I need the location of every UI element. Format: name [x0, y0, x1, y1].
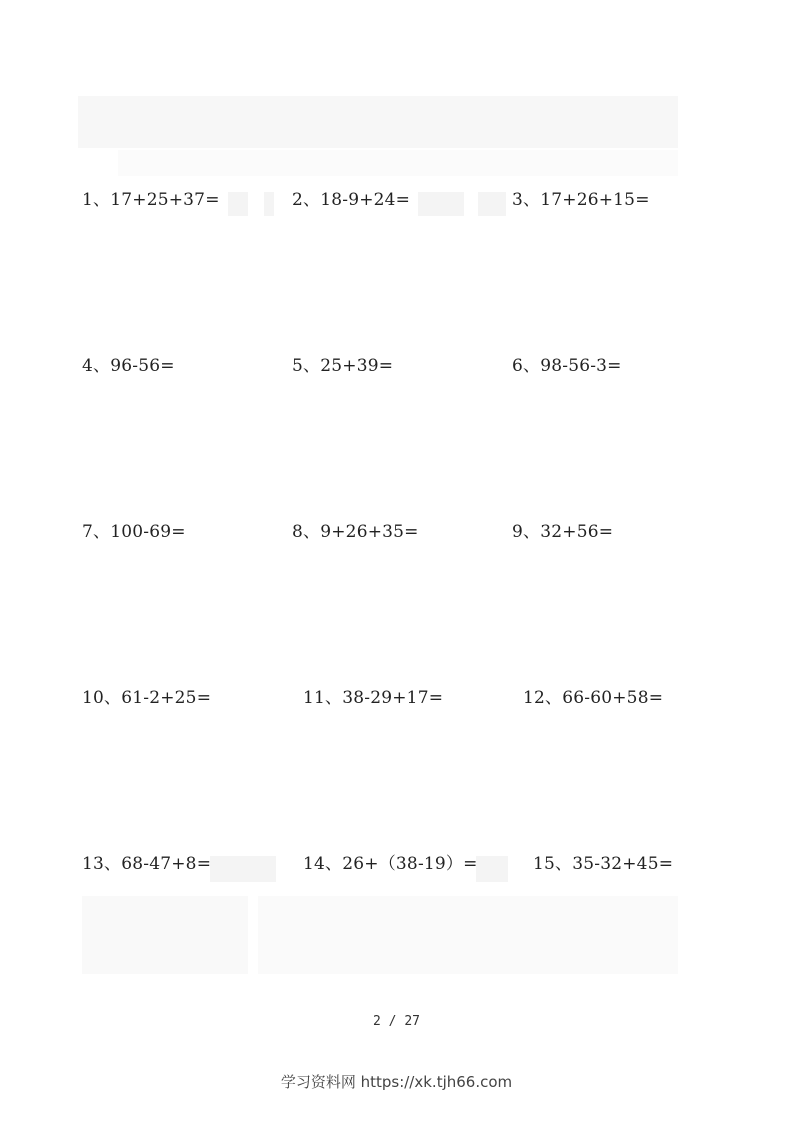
page-number: 2 / 27 — [373, 1014, 420, 1029]
scan-artifact-band — [82, 896, 248, 974]
math-problem-14: 14、26+（38-19）= — [303, 854, 478, 874]
math-problem-4: 4、96-56= — [82, 356, 175, 376]
math-problem-5: 5、25+39= — [292, 356, 394, 376]
math-problem-6: 6、98-56-3= — [512, 356, 622, 376]
math-problem-1: 1、17+25+37= — [82, 190, 220, 210]
math-problem-7: 7、100-69= — [82, 522, 186, 542]
math-problem-13: 13、68-47+8= — [82, 854, 212, 874]
math-problem-8: 8、9+26+35= — [292, 522, 419, 542]
scan-artifact-band — [258, 896, 678, 974]
scan-artifact — [476, 856, 508, 882]
math-problem-3: 3、17+26+15= — [512, 190, 650, 210]
scan-artifact — [418, 192, 464, 216]
math-problem-2: 2、18-9+24= — [292, 190, 411, 210]
scan-artifact — [210, 856, 276, 882]
site-watermark: 学习资料网 https://xk.tjh66.com — [280, 1073, 513, 1091]
math-problem-11: 11、38-29+17= — [303, 688, 444, 708]
math-problem-9: 9、32+56= — [512, 522, 614, 542]
math-problem-10: 10、61-2+25= — [82, 688, 212, 708]
scan-artifact-band — [78, 96, 678, 148]
math-problem-12: 12、66-60+58= — [523, 688, 664, 708]
math-problem-15: 15、35-32+45= — [533, 854, 674, 874]
scan-artifact — [478, 192, 506, 216]
scan-artifact — [264, 192, 274, 216]
scan-artifact — [228, 192, 248, 216]
scan-artifact-band — [118, 150, 678, 176]
